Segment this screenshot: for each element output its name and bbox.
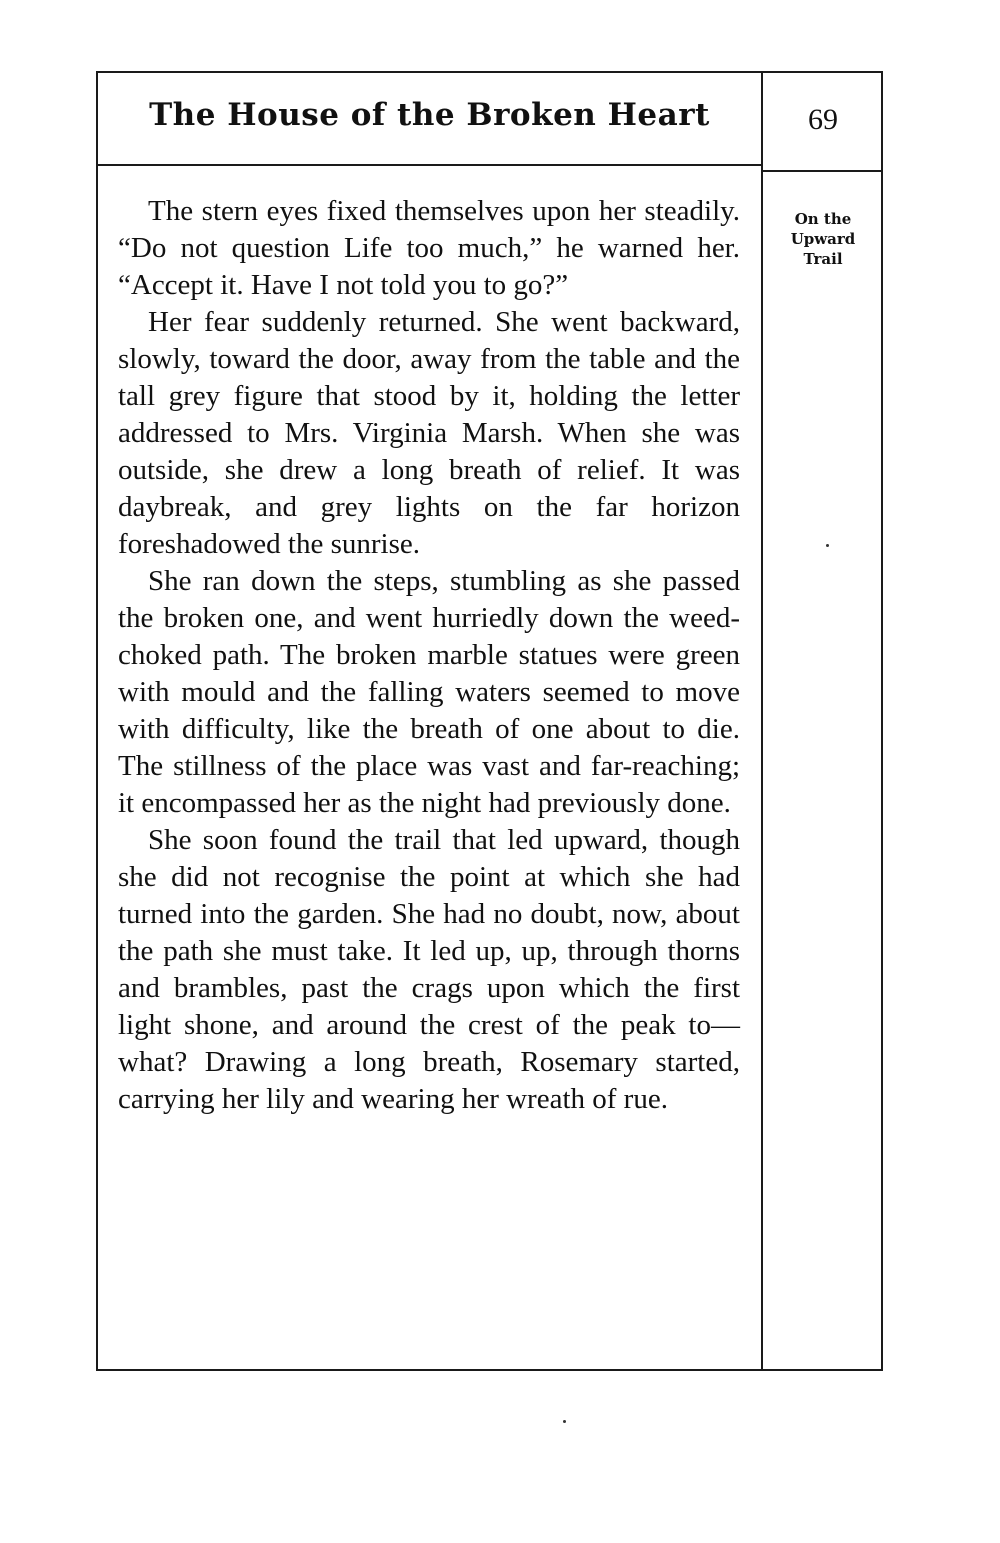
paragraph: She soon found the trail that led upward, though she did not recognise the point at which she had turned into the garden. She had no doubt, now, about the path she must take. It led up, up, through thorns and brambles, past the crags upon which the first light shone, and around the crest of the peak to—what? Drawing a long breath, Rosemary started, carrying her lily and wearing her wreath of rue. — [118, 824, 740, 1115]
page-number: 69 — [808, 103, 838, 136]
paragraph: She ran down the steps, stumbling as she passed the broken one, and went hurriedly down the weed-choked path. The broken marble statues were green with mould and the falling waters seemed to move with difficulty, like the breath of one about to die. The stillness of the place was vast and far-reaching; it encompassed her as the night had previously done. — [118, 565, 740, 819]
header-rule — [98, 164, 761, 166]
margin-note-line: Trail — [803, 250, 843, 268]
page-frame — [96, 71, 883, 1371]
print-speck — [563, 1420, 566, 1423]
margin-note-line: On the — [794, 210, 852, 228]
paragraph: The stern eyes fixed themselves upon her steadily. “Do not question Life too much,” he warned her. “Accept it. Have I not told you to go?” — [118, 195, 740, 301]
body-text — [118, 193, 740, 1118]
running-title: The House of the Broken Heart — [149, 97, 710, 133]
margin-note-line: Upward — [790, 230, 856, 248]
paragraph: Her fear suddenly returned. She went backward, slowly, toward the door, away from the table and the tall grey figure that stood by it, holding the letter addressed to Mrs. Virginia Marsh. When she was outside, she drew a long breath of relief. It was daybreak, and grey lights on the far horizon foreshadowed the sunrise. — [118, 306, 740, 560]
margin-header-rule — [763, 170, 883, 172]
print-speck — [826, 544, 829, 547]
margin-note — [763, 209, 883, 269]
